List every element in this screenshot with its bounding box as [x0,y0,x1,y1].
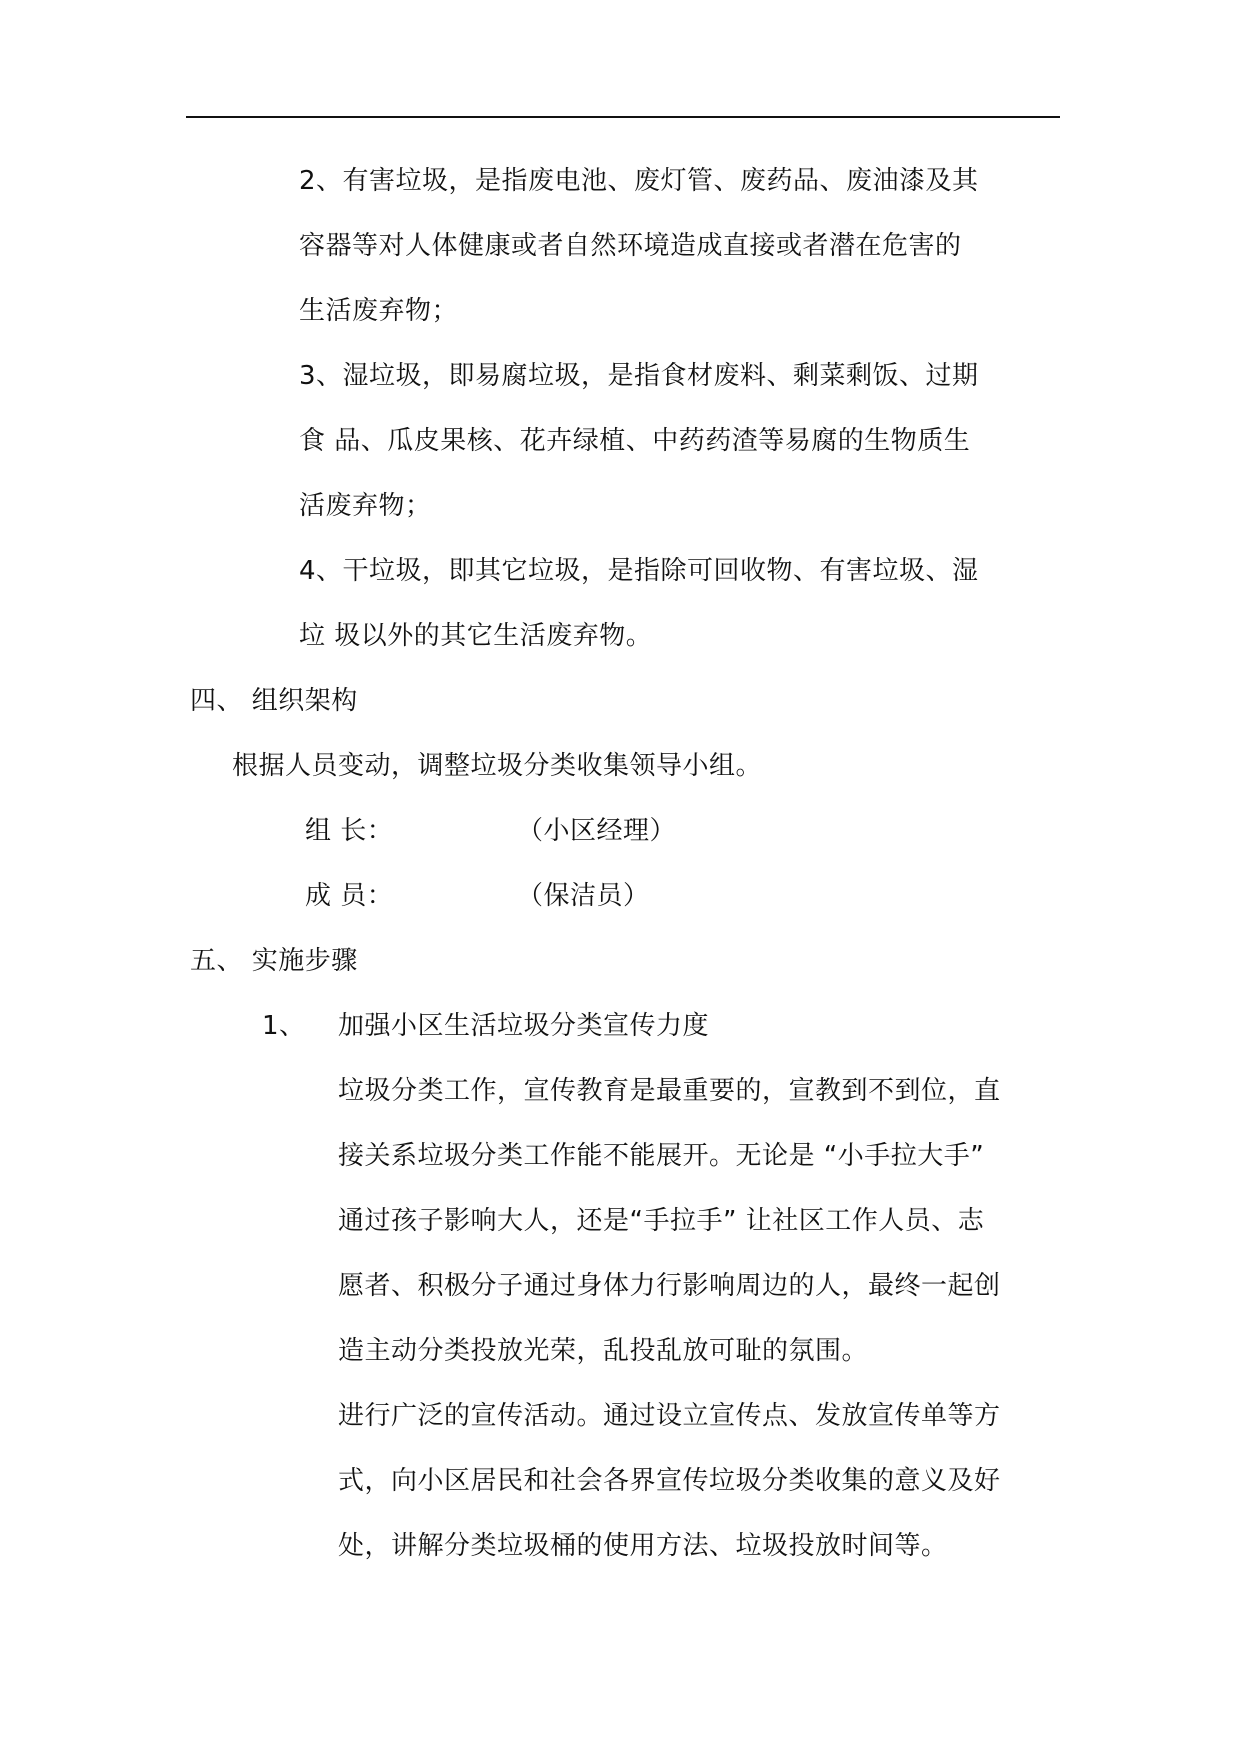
text-line: 容器等对人体健康或者自然环境造成直接或者潜在危害的 [299,231,962,261]
text-line: 愿者、积极分子通过身体力行影响周边的人，最终一起创 [338,1271,1001,1301]
text-line: 处，讲解分类垃圾桶的使用方法、垃圾投放时间等。 [338,1531,948,1561]
text-line: 造主动分类投放光荣，乱投乱放可耻的氛围。 [338,1336,869,1366]
text-line: 根据人员变动，调整垃圾分类收集领导小组。 [232,751,763,781]
role-value: （小区经理） [517,816,677,846]
text-line: 2、有害垃圾，是指废电池、废灯管、废药品、废油漆及其 [299,166,979,196]
text-line: 3、湿垃圾，即易腐垃圾，是指食材废料、剩菜剩饭、过期 [299,361,979,391]
text-line: 垃 圾以外的其它生活废弃物。 [299,621,653,651]
text-line: 进行广泛的宣传活动。通过设立宣传点、发放宣传单等方 [338,1401,1001,1431]
text-line: 食 品、瓜皮果核、花卉绿植、中药药渣等易腐的生物质生 [299,426,971,456]
text-line: 接关系垃圾分类工作能不能展开。无论是 “小手拉大手” [338,1141,985,1171]
text-line: 通过孩子影响大人，还是“手拉手” 让社区工作人员、志 [338,1206,985,1236]
text-line: 4、干垃圾，即其它垃圾，是指除可回收物、有害垃圾、湿 [299,556,979,586]
text-line: 垃圾分类工作，宣传教育是最重要的，宣教到不到位，直 [338,1076,1001,1106]
role-label: 成 员： [305,881,394,911]
section-heading: 五、 实施步骤 [190,946,358,976]
text-line: 活废弃物； [299,491,432,521]
role-value: （保洁员） [517,881,650,911]
role-label: 组 长： [305,816,394,846]
section-heading: 四、 组织架构 [190,686,358,716]
text-line: 式，向小区居民和社会各界宣传垃圾分类收集的意义及好 [338,1466,1001,1496]
subsection-heading: 加强小区生活垃圾分类宣传力度 [338,1011,710,1041]
text-line: 生活废弃物； [299,296,459,326]
header-rule [186,116,1060,118]
list-number: 1、 [262,1011,306,1041]
